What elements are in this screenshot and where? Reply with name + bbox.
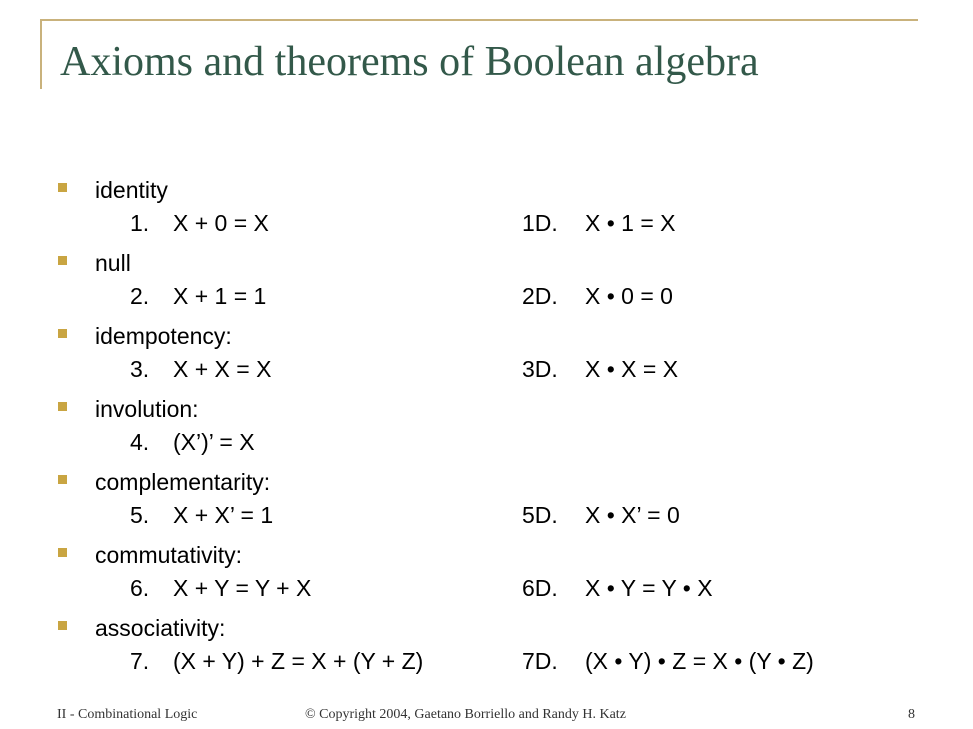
- axiom-item-null: [58, 249, 938, 322]
- axiom-item-complementarity: [58, 468, 938, 541]
- axiom-item-commutativity: [58, 541, 938, 614]
- bullet-icon: [58, 402, 67, 411]
- axiom-number: 6.: [130, 575, 150, 601]
- dual-expression: X • 0 = 0: [585, 283, 673, 309]
- axiom-expression: (X’)’ = X: [173, 429, 255, 455]
- axiom-item-idempotency: [58, 322, 938, 395]
- dual-number: 7D.: [522, 648, 558, 674]
- dual-number: 1D.: [522, 210, 558, 236]
- bullet-icon: [58, 183, 67, 192]
- axiom-number: 3.: [130, 356, 150, 382]
- axiom-number: 4.: [130, 429, 150, 455]
- bullet-icon: [58, 329, 67, 338]
- dual-number: 2D.: [522, 283, 558, 309]
- axiom-name: null: [95, 250, 131, 276]
- axiom-item-identity: [58, 176, 938, 249]
- title-frame-top-line: [40, 19, 918, 21]
- bullet-icon: [58, 548, 67, 557]
- slide-title: Axioms and theorems of Boolean algebra: [60, 39, 759, 85]
- axiom-name: identity: [95, 177, 168, 203]
- axiom-list: [58, 176, 938, 687]
- bullet-icon: [58, 256, 67, 265]
- axiom-expression: X + 1 = 1: [173, 283, 267, 309]
- axiom-expression: X + X = X: [173, 356, 272, 382]
- bullet-icon: [58, 475, 67, 484]
- axiom-name: commutativity:: [95, 542, 242, 568]
- axiom-number: 5.: [130, 502, 150, 528]
- axiom-name: associativity:: [95, 615, 226, 641]
- axiom-expression: X + Y = Y + X: [173, 575, 312, 601]
- dual-number: 5D.: [522, 502, 558, 528]
- footer-section-label: II - Combinational Logic: [57, 707, 198, 722]
- axiom-name: complementarity:: [95, 469, 271, 495]
- axiom-number: 7.: [130, 648, 150, 674]
- axiom-number: 2.: [130, 283, 150, 309]
- dual-expression: X • Y = Y • X: [585, 575, 713, 601]
- dual-number: 6D.: [522, 575, 558, 601]
- dual-expression: X • X’ = 0: [585, 502, 680, 528]
- axiom-name: idempotency:: [95, 323, 232, 349]
- footer-page-number: 8: [908, 707, 915, 722]
- bullet-icon: [58, 621, 67, 630]
- axiom-number: 1.: [130, 210, 150, 236]
- title-frame-left-line: [40, 19, 42, 89]
- dual-expression: (X • Y) • Z = X • (Y • Z): [585, 648, 814, 674]
- dual-expression: X • X = X: [585, 356, 679, 382]
- axiom-expression: X + 0 = X: [173, 210, 269, 236]
- footer-copyright: © Copyright 2004, Gaetano Borriello and Randy H. Katz: [305, 707, 626, 722]
- axiom-item-associativity: [58, 614, 938, 687]
- axiom-item-involution: [58, 395, 938, 468]
- dual-expression: X • 1 = X: [585, 210, 676, 236]
- axiom-name: involution:: [95, 396, 199, 422]
- axiom-expression: X + X’ = 1: [173, 502, 274, 528]
- axiom-expression: (X + Y) + Z = X + (Y + Z): [173, 648, 424, 674]
- dual-number: 3D.: [522, 356, 558, 382]
